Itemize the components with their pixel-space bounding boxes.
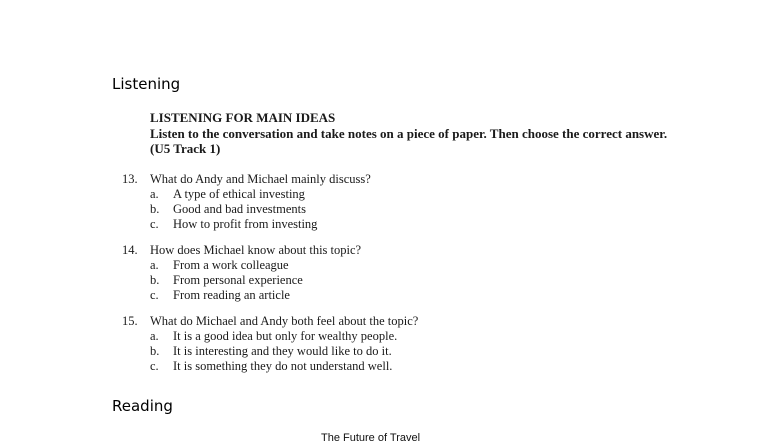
listening-exercise-image (122, 110, 682, 380)
option-b: b. Good and bad investments (150, 202, 306, 216)
question-text: What do Andy and Michael mainly discuss? (150, 172, 371, 186)
option-a: a. From a work colleague (150, 258, 289, 272)
question-text: What do Michael and Andy both feel about the topic? (150, 314, 419, 328)
listening-heading: Listening (112, 75, 181, 93)
option-a: a. A type of ethical investing (150, 187, 305, 201)
reading-subtitle: The Future of Travel (321, 432, 421, 444)
question-number: 14. (122, 243, 138, 257)
option-a: a. It is a good idea but only for wealthy people. (150, 329, 398, 343)
reading-heading: Reading (112, 397, 173, 415)
exercise-instructions: Listen to the conversation and take notes on a piece of paper. Then choose the correct answer. (U5 Track 1) (150, 126, 668, 156)
option-b: b. From personal experience (150, 273, 303, 287)
option-c: c. From reading an article (150, 288, 290, 302)
question-text: How does Michael know about this topic? (150, 243, 362, 257)
question-number: 13. (122, 172, 138, 186)
option-c: c. How to profit from investing (150, 217, 318, 231)
option-c: c. It is something they do not understand well. (150, 359, 393, 373)
option-b: b. It is interesting and they would like to do it. (150, 344, 392, 358)
question-number: 15. (122, 314, 138, 328)
exercise-title: LISTENING FOR MAIN IDEAS (150, 110, 336, 125)
